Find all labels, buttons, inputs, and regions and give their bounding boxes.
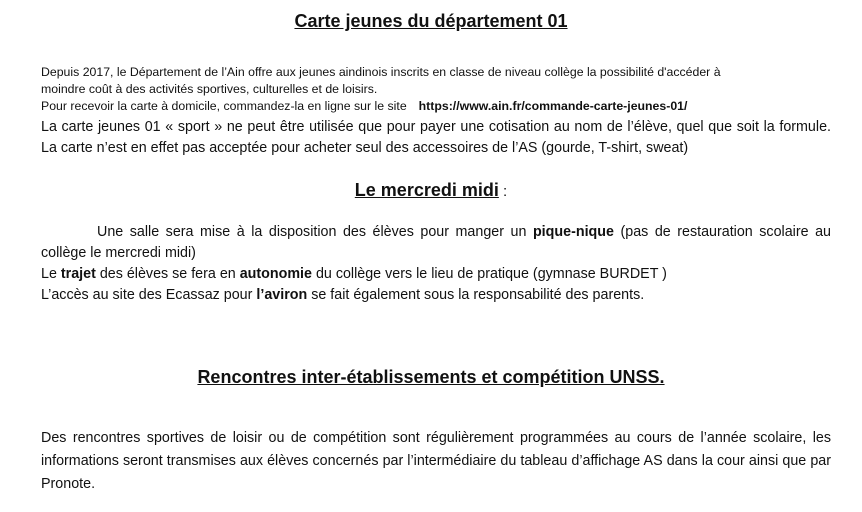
- intro-line-1: Depuis 2017, le Département de l’Ain offre aux jeunes aindinois inscrits en classe de niveau collège la possibilité d'accéder à: [41, 65, 721, 79]
- carte-sport-paragraph: La carte jeunes 01 « sport » ne peut être utilisée que pour payer une cotisation au nom de l’élève, quel que soit la formule. La carte n’est en effet pas acceptée pour acheter seul des accessoires de l’AS (gourde, T-shirt, sweat): [41, 119, 831, 156]
- autonomie-bold: autonomie: [239, 266, 312, 282]
- aviron-text-b: se fait également sous la responsabilité des parents.: [307, 287, 645, 303]
- rencontres-heading: [0, 366, 862, 388]
- carte-jeunes-intro: [41, 64, 831, 115]
- mercredi-midi-paragraphs: [41, 222, 831, 306]
- order-text: Pour recevoir la carte à domicile, commandez-la en ligne sur le site: [41, 99, 407, 113]
- pique-nique-text-before: Une salle sera mise à la disposition des élèves pour manger un: [97, 224, 533, 240]
- rencontres-title: Rencontres inter-établissements et compétition UNSS.: [197, 367, 665, 387]
- pique-nique-text-after: (pas de restauration scolaire au collège le mercredi midi): [41, 224, 831, 261]
- carte-jeunes-heading: [0, 10, 862, 32]
- trajet-text-a: Le: [41, 266, 61, 282]
- mercredi-midi-title: Le mercredi midi: [354, 180, 499, 200]
- pique-nique-bold: pique-nique: [532, 224, 614, 240]
- mercredi-midi-suffix: :: [498, 183, 508, 200]
- mercredi-midi-heading: [0, 179, 862, 203]
- carte-jeunes-title: Carte jeunes du département 01: [294, 11, 568, 31]
- order-url: https://www.ain.fr/commande-carte-jeunes-01/: [418, 99, 688, 113]
- aviron-text-a: L’accès au site des Ecassaz pour: [41, 287, 257, 303]
- trajet-bold: trajet: [60, 266, 96, 282]
- aviron-bold: l’aviron: [256, 287, 308, 303]
- trajet-text-b: des élèves se fera en: [95, 266, 240, 282]
- trajet-text-c: du collège vers le lieu de pratique (gymnase BURDET ): [311, 266, 667, 282]
- intro-line-2: moindre coût à des activités sportives, culturelles et de loisirs.: [41, 82, 378, 96]
- rencontres-paragraph: Des rencontres sportives de loisir ou de compétition sont régulièrement programmées au cours de l’année scolaire, les informations seront transmises aux élèves concernés par l’intermédiaire du tableau d’affichage AS dans la cour ainsi que par Pronote.: [41, 430, 831, 492]
